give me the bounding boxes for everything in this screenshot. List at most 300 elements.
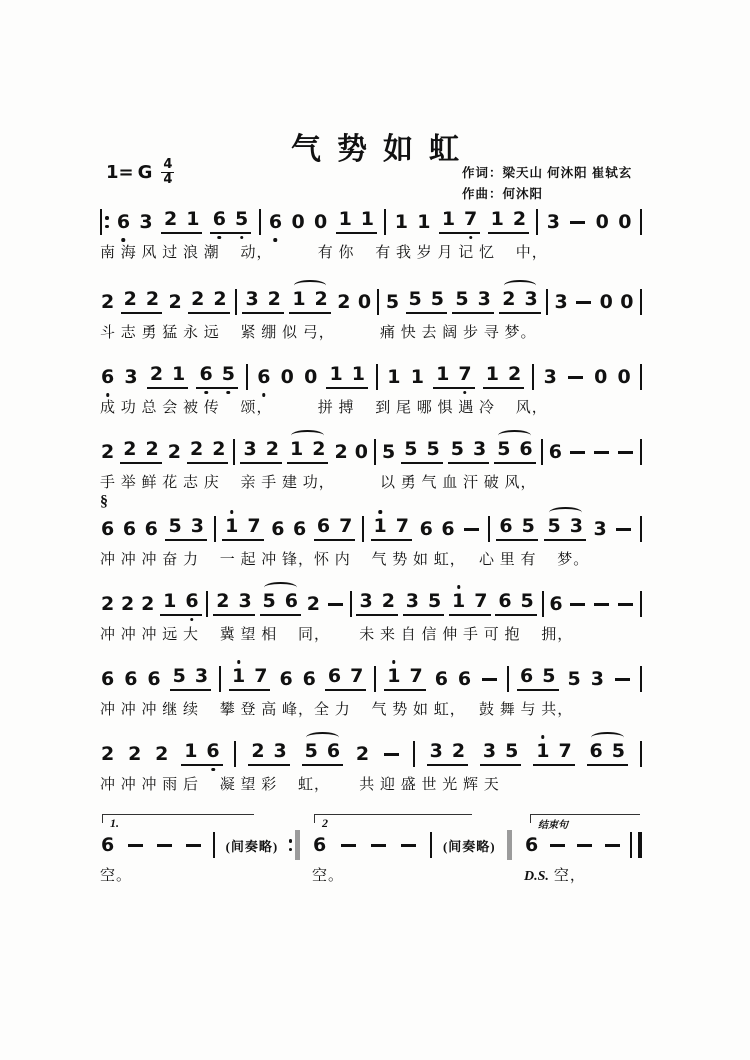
rest-note: 0 xyxy=(620,290,634,313)
beam-group xyxy=(371,517,412,541)
note: 1 xyxy=(417,210,431,233)
duration-dash xyxy=(618,451,633,454)
lyrics-row: 斗 志 勇 猛 永 远 紧 绷 似 弓， 痛 快 去 阔 步 寻 梦。 xyxy=(100,325,537,341)
ending-bracket-label: 2 xyxy=(322,816,328,830)
music-line xyxy=(100,739,642,794)
meter-numerator: 4 xyxy=(163,157,173,172)
beam-group xyxy=(433,365,474,389)
note: 3 xyxy=(243,438,257,460)
duration-dash xyxy=(371,844,386,847)
note: 2 xyxy=(141,592,155,615)
barline xyxy=(213,832,215,858)
note: 6 xyxy=(525,833,539,856)
rest-note: 0 xyxy=(354,440,368,463)
beam-group xyxy=(161,210,202,234)
duration-dash xyxy=(568,376,583,379)
note: 6 xyxy=(326,740,341,762)
beam-group xyxy=(406,290,447,314)
beam-group xyxy=(196,365,237,389)
lyrics-row: 冲 冲 冲 继 续 攀 登 高 峰，全 力 气 势 如 虹， 鼓 舞 与 共， xyxy=(100,702,574,718)
octave-dot-high xyxy=(541,735,545,739)
note: 6 xyxy=(271,517,285,540)
octave-dot-low xyxy=(106,393,110,397)
key-letter: G xyxy=(137,162,153,184)
repeat-dots xyxy=(105,216,109,228)
lyricists-names: 梁天山 何沐阳 崔轼玄 xyxy=(502,166,633,180)
duration-dash xyxy=(157,844,172,847)
notes-row xyxy=(100,287,642,317)
note: 2 xyxy=(512,208,527,230)
note: 6 xyxy=(198,365,213,384)
note: 2 xyxy=(267,288,281,310)
duration-dash xyxy=(570,221,585,224)
music-line xyxy=(100,437,642,492)
notes-row xyxy=(100,437,642,467)
notes-row xyxy=(100,589,642,619)
lyrics-row: 空。 xyxy=(312,868,345,884)
note: 1 xyxy=(360,208,375,230)
note: 2 xyxy=(337,290,351,313)
barline xyxy=(507,666,509,692)
note: 1 xyxy=(386,667,401,686)
note: 3 xyxy=(359,590,373,612)
barline xyxy=(234,741,236,767)
note: 1 xyxy=(186,208,200,230)
barline xyxy=(246,364,248,390)
beam-group xyxy=(483,365,524,389)
barline xyxy=(235,289,237,315)
beam-group xyxy=(248,742,289,766)
note: 1 xyxy=(338,208,352,230)
note: 3 xyxy=(546,210,560,233)
barline xyxy=(640,289,642,315)
note: 2 xyxy=(212,438,226,460)
interlude-text: (间奏略) xyxy=(442,838,496,854)
note: 2 xyxy=(213,288,227,310)
note: 2 xyxy=(251,740,265,762)
barline xyxy=(640,666,642,692)
note: 5 xyxy=(221,365,236,384)
rest-note: 0 xyxy=(291,210,305,233)
beam-group xyxy=(170,667,211,691)
note: 1 xyxy=(387,365,401,388)
barline xyxy=(214,516,216,542)
note: 2 xyxy=(265,438,279,460)
barline xyxy=(546,289,548,315)
note: 6 xyxy=(293,517,307,540)
barline xyxy=(488,516,490,542)
rest-note: 0 xyxy=(314,210,328,233)
note: 6 xyxy=(122,517,137,540)
endings-line xyxy=(100,816,642,886)
end-repeat-sign xyxy=(289,830,301,860)
beam-group xyxy=(533,742,574,766)
barline xyxy=(206,591,208,617)
barline xyxy=(362,516,364,542)
note: 5 xyxy=(172,665,186,687)
barline xyxy=(374,439,376,465)
barline xyxy=(430,832,432,858)
notes-row xyxy=(100,830,300,860)
barline xyxy=(640,591,642,617)
duration-dash xyxy=(576,301,591,304)
note: 1 xyxy=(410,365,424,388)
rest-note: 0 xyxy=(595,210,609,233)
note: 3 xyxy=(238,590,252,612)
note: 5 xyxy=(497,438,511,460)
octave-dot-low xyxy=(240,236,244,240)
barline xyxy=(374,666,376,692)
beam-group xyxy=(222,517,263,541)
lyrics-row: 冲 冲 冲 雨 后 凝 望 彩 虹， 共 迎 盛 世 光 辉 天 xyxy=(100,777,500,793)
segno-icon: § xyxy=(100,493,108,510)
note: 1 xyxy=(485,363,499,385)
note: 1 xyxy=(292,288,306,310)
duration-dash xyxy=(464,528,479,531)
note: 2 xyxy=(101,592,115,615)
note: 1 xyxy=(184,740,198,762)
note: 6 xyxy=(147,667,161,690)
music-line xyxy=(100,362,642,417)
note: 7 xyxy=(474,590,488,612)
octave-dot-low xyxy=(463,391,467,395)
beam-group xyxy=(494,440,535,464)
key-prefix: 1= xyxy=(106,162,134,184)
lyricists-label: 作词： xyxy=(462,166,503,180)
note: 7 xyxy=(339,515,353,537)
beam-group xyxy=(517,667,558,691)
rest-note: 0 xyxy=(304,365,318,388)
duration-dash xyxy=(616,528,631,531)
beam-group xyxy=(448,440,489,464)
note: 6 xyxy=(499,515,513,537)
note: 2 xyxy=(101,440,115,463)
notes-row xyxy=(524,830,642,860)
note: 5 xyxy=(426,438,440,460)
barline xyxy=(542,591,544,617)
note: 5 xyxy=(404,438,418,460)
note: 1 xyxy=(436,363,450,385)
rest-note: 0 xyxy=(617,365,631,388)
final-barline xyxy=(630,832,642,858)
note: 1 xyxy=(224,517,239,536)
note: 1 xyxy=(535,742,550,761)
interlude-text: (间奏略) xyxy=(225,838,279,854)
note: 2 xyxy=(123,438,137,460)
beam-group xyxy=(242,290,283,314)
barline xyxy=(640,364,642,390)
note: 3 xyxy=(472,438,487,460)
endings-row xyxy=(100,816,642,886)
barline xyxy=(640,516,642,542)
note: 5 xyxy=(611,740,625,762)
duration-dash xyxy=(384,753,399,756)
section-barline xyxy=(507,830,512,860)
barline xyxy=(413,741,415,767)
note: 2 xyxy=(314,288,328,310)
barline xyxy=(377,289,379,315)
octave-dot-low xyxy=(274,238,278,242)
beam-group xyxy=(314,517,355,541)
note: 2 xyxy=(145,288,160,310)
note: 6 xyxy=(498,590,512,612)
note: 6 xyxy=(419,517,433,540)
notes-row xyxy=(100,739,642,769)
note: 1 xyxy=(373,517,388,536)
duration-dash xyxy=(594,603,609,606)
note: 6 xyxy=(144,517,158,540)
note: 5 xyxy=(234,210,249,229)
ending-bracket xyxy=(102,814,254,830)
note: 3 xyxy=(590,667,604,690)
barline xyxy=(350,591,352,617)
note: 3 xyxy=(429,740,443,762)
beam-group xyxy=(187,440,228,464)
note: 2 xyxy=(334,440,348,463)
beam-group xyxy=(401,440,442,464)
octave-dot-low xyxy=(218,236,222,240)
notes-row xyxy=(100,207,642,237)
note: 1 xyxy=(329,363,343,385)
note: 3 xyxy=(190,515,204,537)
barline xyxy=(532,364,534,390)
duration-dash xyxy=(594,451,609,454)
note: 3 xyxy=(139,210,153,233)
duration-dash xyxy=(570,451,585,454)
note: 5 xyxy=(521,515,535,537)
lyrics-row: D.S. 空， xyxy=(524,868,586,884)
duration-dash xyxy=(605,844,620,847)
duration-dash xyxy=(341,844,356,847)
note: 5 xyxy=(547,515,561,537)
octave-dot-high xyxy=(392,660,396,664)
beam-group xyxy=(240,440,281,464)
notes-row xyxy=(312,830,512,860)
note: 6 xyxy=(520,665,534,687)
tie-arc xyxy=(504,280,537,291)
note: 6 xyxy=(589,740,603,762)
duration-dash xyxy=(128,844,143,847)
note: 7 xyxy=(457,365,472,384)
note: 1 xyxy=(441,208,456,230)
lyrics-row: 手 举 鲜 花 志 庆 亲 手 建 功， 以 勇 气 血 汗 破 风， xyxy=(100,475,537,491)
duration-dash xyxy=(482,678,497,681)
octave-dot-high xyxy=(230,510,234,514)
beam-group xyxy=(439,210,480,234)
octave-dot-high xyxy=(237,660,241,664)
music-line xyxy=(100,589,642,644)
music-line xyxy=(100,493,642,569)
octave-dot-high xyxy=(378,510,382,514)
note: 2 xyxy=(123,288,137,310)
duration-dash xyxy=(328,603,343,606)
notes-row xyxy=(100,664,642,694)
beam-group xyxy=(302,742,343,766)
note: 6 xyxy=(101,833,115,856)
note: 6 xyxy=(457,667,472,690)
note: 2 xyxy=(168,290,182,313)
note: 5 xyxy=(567,667,581,690)
note: 7 xyxy=(254,665,268,687)
beam-group xyxy=(384,667,425,691)
note: 6 xyxy=(212,210,227,229)
note: 7 xyxy=(558,740,572,762)
note: 6 xyxy=(313,833,327,856)
note: 3 xyxy=(482,740,497,762)
beam-group xyxy=(287,440,328,464)
music-line xyxy=(100,207,642,262)
beam-group xyxy=(229,667,270,691)
octave-dot-low xyxy=(122,238,126,242)
barline xyxy=(640,741,642,767)
note: 2 xyxy=(167,440,181,463)
note: 2 xyxy=(155,742,169,765)
meter-denominator: 4 xyxy=(163,172,173,188)
note: 1 xyxy=(490,208,504,230)
note: 5 xyxy=(385,290,400,313)
beam-group xyxy=(452,290,493,314)
note: 5 xyxy=(381,440,396,463)
duration-dash xyxy=(186,844,201,847)
rest-note: 0 xyxy=(618,210,632,233)
notes-row xyxy=(100,362,642,392)
note: 2 xyxy=(128,742,142,765)
beam-group xyxy=(213,592,254,616)
beam-group xyxy=(544,517,585,541)
tie-arc xyxy=(291,430,324,441)
barline xyxy=(536,209,538,235)
barline xyxy=(541,439,543,465)
note: 6 xyxy=(548,440,562,463)
note: 6 xyxy=(316,515,331,537)
note: 3 xyxy=(524,288,538,310)
duration-dash xyxy=(618,603,633,606)
repeat-dots xyxy=(289,839,293,851)
rest-note: 0 xyxy=(599,290,613,313)
octave-dot-low xyxy=(211,768,215,772)
beam-group xyxy=(356,592,397,616)
note: 1 xyxy=(163,590,177,612)
note: 3 xyxy=(543,365,557,388)
note: 6 xyxy=(519,438,533,460)
note: 1 xyxy=(172,363,186,385)
lyrics-row: 成 功 总 会 被 传 颂， 拼 搏 到 尾 哪 惧 遇 冷 风， xyxy=(100,400,548,416)
duration-dash xyxy=(550,844,565,847)
note: 3 xyxy=(245,288,259,310)
note: 7 xyxy=(247,515,261,537)
note: 6 xyxy=(101,667,115,690)
note: 2 xyxy=(145,438,159,460)
ending-segment xyxy=(524,820,642,886)
note: 5 xyxy=(262,590,276,612)
note: 2 xyxy=(163,208,178,230)
beam-group xyxy=(325,667,366,691)
note: 6 xyxy=(302,667,316,690)
octave-dot-low xyxy=(204,391,208,395)
note: 6 xyxy=(549,592,563,615)
tie-arc xyxy=(498,430,531,441)
barline xyxy=(233,439,235,465)
ending-bracket xyxy=(314,814,472,830)
beam-group xyxy=(587,742,628,766)
rest-note: 0 xyxy=(357,290,372,313)
octave-dot-high xyxy=(457,585,461,589)
barline xyxy=(630,832,632,858)
note: 2 xyxy=(502,288,516,310)
beam-group xyxy=(210,210,251,234)
note: 5 xyxy=(430,288,444,310)
note: 2 xyxy=(381,590,395,612)
note: 5 xyxy=(168,515,182,537)
thick-barline xyxy=(638,832,642,858)
note: 6 xyxy=(101,517,115,540)
note: 5 xyxy=(450,438,464,460)
duration-dash xyxy=(615,678,630,681)
beam-group xyxy=(289,290,330,314)
note: 6 xyxy=(184,592,199,611)
beam-group xyxy=(188,290,229,314)
note: 5 xyxy=(520,590,534,612)
note: 2 xyxy=(451,740,466,762)
ending-segment xyxy=(100,816,300,886)
beam-group xyxy=(326,365,367,389)
ds-label: D.S. xyxy=(524,869,549,884)
note: 2 xyxy=(101,742,115,765)
note: 2 xyxy=(191,288,205,310)
music-line xyxy=(100,287,642,342)
beam-group xyxy=(449,592,490,616)
note: 1 xyxy=(351,363,365,385)
music-line xyxy=(100,664,642,719)
begin-repeat-sign xyxy=(100,209,109,235)
beam-group xyxy=(403,592,444,616)
barline xyxy=(100,209,102,235)
ending-bracket xyxy=(530,814,640,831)
ending-segment xyxy=(312,816,512,886)
ending-bracket-label: 1. xyxy=(110,816,119,830)
beam-group xyxy=(165,517,206,541)
beam-group xyxy=(160,592,201,616)
beam-group xyxy=(495,592,536,616)
beam-group xyxy=(181,742,222,766)
tie-arc xyxy=(294,280,327,291)
beam-group xyxy=(427,742,468,766)
note: 3 xyxy=(405,590,419,612)
duration-dash xyxy=(401,844,416,847)
note: 5 xyxy=(455,288,469,310)
note: 6 xyxy=(124,667,138,690)
beam-group xyxy=(121,290,162,314)
note: 6 xyxy=(205,742,220,761)
tie-arc xyxy=(264,582,297,593)
octave-dot-low xyxy=(227,391,231,395)
note: 2 xyxy=(312,438,326,460)
note: 2 xyxy=(121,592,135,615)
beam-group xyxy=(336,210,377,234)
beam-group xyxy=(499,290,540,314)
beam-group xyxy=(480,742,521,766)
note: 1 xyxy=(394,210,408,233)
thick-barline xyxy=(295,830,300,860)
octave-dot-low xyxy=(190,618,194,622)
tie-arc xyxy=(591,732,624,743)
note: 6 xyxy=(100,368,115,387)
note: 6 xyxy=(441,517,455,540)
note: 1 xyxy=(231,667,246,686)
note: 3 xyxy=(569,515,583,537)
note: 5 xyxy=(427,590,442,612)
note: 3 xyxy=(124,365,138,388)
